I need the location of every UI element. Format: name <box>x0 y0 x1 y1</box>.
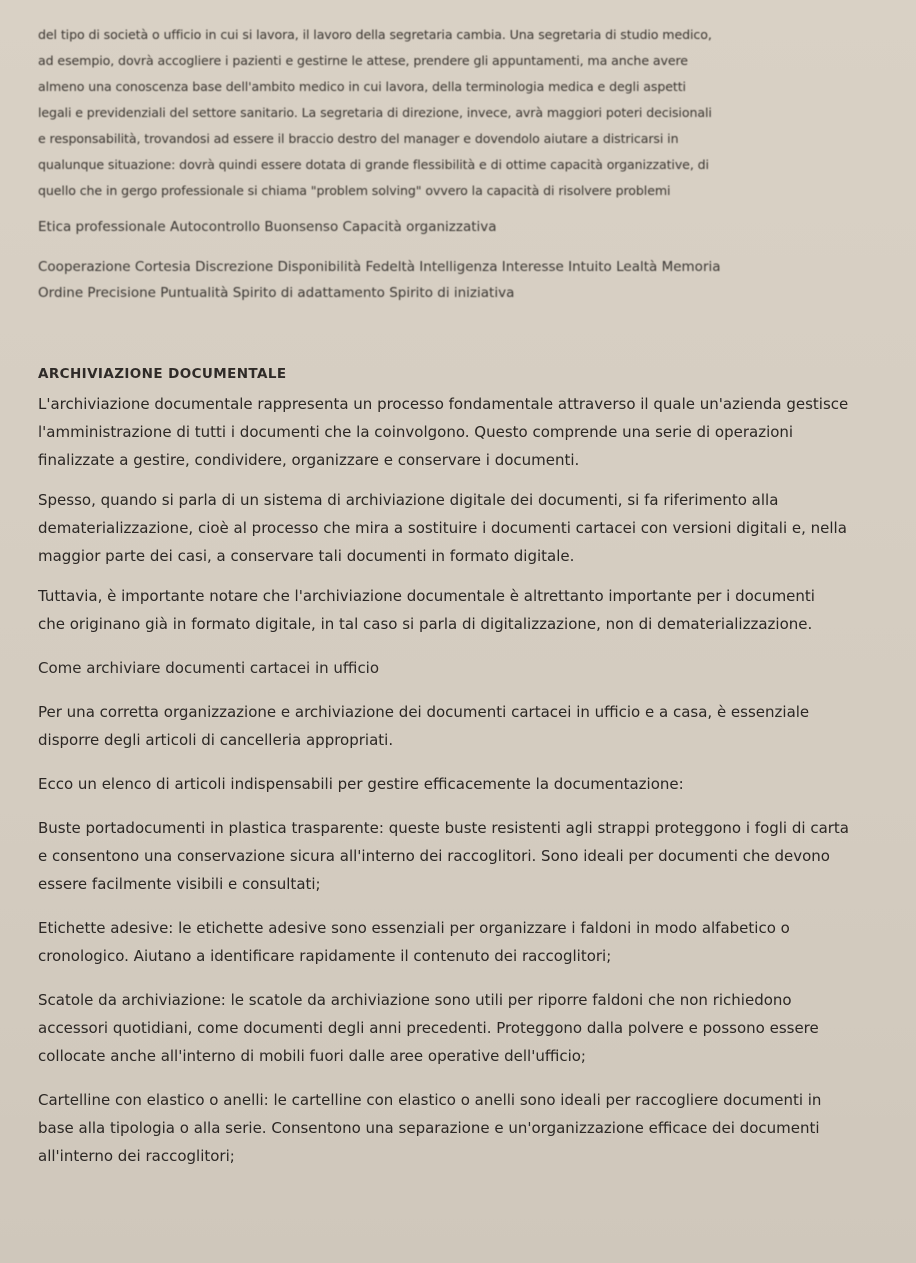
paragraph-line: Ecco un elenco di articoli indispensabili per gestire efficacemente la documentazione: <box>38 775 684 793</box>
paragraph-line: maggior parte dei casi, a conservare tali documenti in formato digitale. <box>38 547 575 565</box>
paragraph-line: Per una corretta organizzazione e archiviazione dei documenti cartacei in ufficio e a casa, è essenziale <box>38 703 810 721</box>
skills-line-3: Ordine Precisione Puntualità Spirito di adattamento Spirito di iniziativa <box>38 285 515 301</box>
paragraph-line: Tuttavia, è importante notare che l'archiviazione documentale è altrettanto importante per i documenti <box>38 587 815 605</box>
paragraph-line: che originano già in formato digitale, in tal caso si parla di digitalizzazione, non di dematerializzazione. <box>38 615 813 633</box>
paragraph-line: Spesso, quando si parla di un sistema di archiviazione digitale dei documenti, si fa riferimento alla <box>38 491 779 509</box>
paragraph-line: Cartelline con elastico o anelli: le cartelline con elastico o anelli sono ideali per raccogliere documenti in <box>38 1091 822 1109</box>
paragraph-line: Scatole da archiviazione: le scatole da archiviazione sono utili per riporre faldoni che non richiedono <box>38 991 792 1009</box>
paragraph-line: e consentono una conservazione sicura all'interno dei raccoglitori. Sono ideali per documenti che devono <box>38 847 830 865</box>
intro-paragraph <box>38 22 894 204</box>
paragraph-line: collocate anche all'interno di mobili fuori dalle aree operative dell'ufficio; <box>38 1047 586 1065</box>
paragraph-6 <box>38 814 894 898</box>
paragraph-4 <box>38 698 894 754</box>
paragraph-1 <box>38 390 894 474</box>
paragraph-line: cronologico. Aiutano a identificare rapidamente il contenuto dei raccoglitori; <box>38 947 612 965</box>
intro-line: del tipo di società o ufficio in cui si lavora, il lavoro della segretaria cambia. Una segretaria di studio medico, <box>38 27 712 42</box>
intro-line: almeno una conoscenza base dell'ambito medico in cui lavora, della terminologia medica e degli aspetti <box>38 79 686 94</box>
paragraph-line: Buste portadocumenti in plastica trasparente: queste buste resistenti agli strappi proteggono i fogli di carta <box>38 819 850 837</box>
intro-line: qualunque situazione: dovrà quindi essere dotata di grande flessibilità e di ottime capacità organizzative, di <box>38 157 709 172</box>
section-heading: ARCHIVIAZIONE DOCUMENTALE <box>38 366 287 382</box>
skills-line-1: Etica professionale Autocontrollo Buonsenso Capacità organizzativa <box>38 219 497 235</box>
intro-line: legali e previdenziali del settore sanitario. La segretaria di direzione, invece, avrà maggiori poteri decisionali <box>38 105 712 120</box>
paragraph-line: all'interno dei raccoglitori; <box>38 1147 235 1165</box>
paragraph-line: finalizzate a gestire, condividere, organizzare e conservare i documenti. <box>38 451 580 469</box>
subheading: Come archiviare documenti cartacei in ufficio <box>38 659 380 677</box>
paragraph-line: dematerializzazione, cioè al processo che mira a sostituire i documenti cartacei con versioni digitali e, nella <box>38 519 847 537</box>
paragraph-line: accessori quotidiani, come documenti degli anni precedenti. Proteggono dalla polvere e possono essere <box>38 1019 819 1037</box>
paragraph-3 <box>38 582 894 638</box>
paragraph-line: disporre degli articoli di cancelleria appropriati. <box>38 731 394 749</box>
paragraph-2 <box>38 486 894 570</box>
paragraph-line: essere facilmente visibili e consultati; <box>38 875 321 893</box>
paragraph-5 <box>38 770 894 798</box>
paragraph-line: l'amministrazione di tutti i documenti che la coinvolgono. Questo comprende una serie di operazioni <box>38 423 794 441</box>
paragraph-9 <box>38 1086 894 1170</box>
intro-line: quello che in gergo professionale si chiama "problem solving" ovvero la capacità di risolvere problemi <box>38 183 671 198</box>
paragraph-7 <box>38 914 894 970</box>
paragraph-line: base alla tipologia o alla serie. Consentono una separazione e un'organizzazione efficace dei documenti <box>38 1119 820 1137</box>
intro-line: e responsabilità, trovandosi ad essere il braccio destro del manager e dovendolo aiutare a districarsi in <box>38 131 679 146</box>
paragraph-line: L'archiviazione documentale rappresenta un processo fondamentale attraverso il quale un'azienda gestisce <box>38 395 849 413</box>
intro-line: ad esempio, dovrà accogliere i pazienti e gestirne le attese, prendere gli appuntamenti, ma anche avere <box>38 53 688 68</box>
paragraph-line: Etichette adesive: le etichette adesive sono essenziali per organizzare i faldoni in modo alfabetico o <box>38 919 790 937</box>
skills-line-2: Cooperazione Cortesia Discrezione Disponibilità Fedeltà Intelligenza Interesse Intuito Lealtà Memoria <box>38 259 721 275</box>
paragraph-8 <box>38 986 894 1070</box>
